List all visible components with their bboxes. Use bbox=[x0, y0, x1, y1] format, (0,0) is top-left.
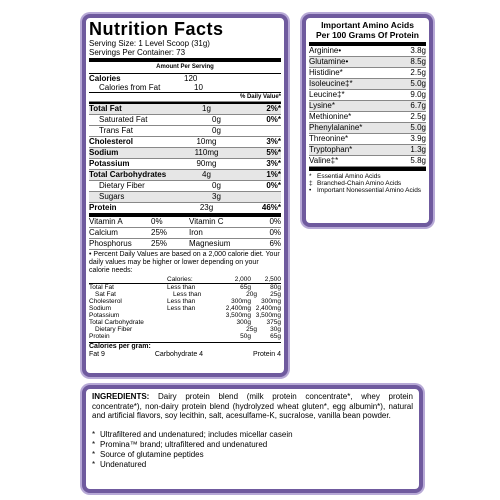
daily-value-footnote: • Percent Daily Values are based on a 2,000 calorie diet. Your daily values may be higher or lower depending on your calorie needs: bbox=[89, 251, 280, 274]
vitamin-name: Vitamin A bbox=[89, 217, 123, 226]
amino-name: Tryptophan* bbox=[309, 145, 353, 154]
dv-cell: 25g bbox=[270, 291, 281, 298]
nutrient-row bbox=[89, 115, 281, 126]
amino-row bbox=[309, 90, 426, 101]
nutrient-label: Dietary Fiber bbox=[99, 181, 145, 190]
nutrient-row bbox=[89, 126, 281, 137]
amino-name: Isoleucine‡* bbox=[309, 79, 353, 88]
dv-cell: Total Fat bbox=[89, 284, 114, 291]
nutrient-amount: 4g bbox=[202, 170, 211, 179]
dv-table-row bbox=[89, 284, 281, 291]
amino-value: 6.7g bbox=[410, 101, 426, 110]
nutrient-label: Saturated Fat bbox=[99, 115, 148, 124]
amino-row bbox=[309, 134, 426, 145]
amino-value: 5.0g bbox=[410, 123, 426, 132]
nutrient-amount: 0g bbox=[212, 181, 221, 190]
nutrient-label: Protein bbox=[89, 203, 117, 212]
dv-table-row bbox=[89, 305, 281, 312]
dv-table-row bbox=[89, 326, 281, 333]
nutrient-amount: 3g bbox=[212, 192, 221, 201]
dv-cell: Dietary Fiber bbox=[95, 326, 133, 333]
dv-cell bbox=[89, 276, 167, 283]
calories-per-gram bbox=[89, 343, 281, 359]
amino-title-line1: Important Amino Acids bbox=[321, 20, 414, 30]
amino-value: 3.8g bbox=[410, 46, 426, 55]
nutrient-amount: 23g bbox=[199, 203, 214, 212]
dv-cell: 2,000 bbox=[234, 276, 251, 283]
amino-key-text: Essential Amino Acids bbox=[317, 173, 381, 180]
ingredient-note-text: Undenatured bbox=[100, 459, 147, 469]
amino-value: 2.5g bbox=[410, 112, 426, 121]
amino-acids-panel bbox=[302, 14, 433, 227]
amino-value: 2.5g bbox=[410, 68, 426, 77]
amino-value: 8.5g bbox=[410, 57, 426, 66]
dv-cell: 2,400mg bbox=[225, 305, 251, 312]
amino-name: Threonine* bbox=[309, 134, 349, 143]
dv-cell: 65g bbox=[240, 284, 251, 291]
calories-value: 120 bbox=[184, 74, 198, 83]
nutrient-row bbox=[89, 137, 281, 148]
dv-table-row bbox=[89, 333, 281, 340]
nutrient-row bbox=[89, 170, 281, 181]
vitamin-name: Calcium bbox=[89, 228, 118, 237]
vitamin-row bbox=[89, 217, 281, 228]
dv-cell: 20g bbox=[246, 291, 257, 298]
amino-value: 5.0g bbox=[410, 79, 426, 88]
dv-cell: Less than bbox=[167, 284, 196, 291]
amino-row bbox=[309, 79, 426, 90]
nutrient-label: Potassium bbox=[89, 159, 130, 168]
amino-key-mark: * bbox=[309, 173, 312, 180]
amino-name: Phenylalanine* bbox=[309, 123, 363, 132]
dv-cell bbox=[173, 326, 215, 333]
calories-fat-value: 10 bbox=[194, 83, 203, 92]
vitamin-pct: 0% bbox=[269, 217, 281, 226]
calories-block bbox=[89, 74, 281, 92]
vitamin-name: Phosphorus bbox=[89, 239, 132, 248]
dv-cell: 300mg bbox=[231, 298, 251, 305]
amino-name: Arginine• bbox=[309, 46, 342, 55]
amino-rows bbox=[306, 46, 429, 167]
ingredients-body: Dairy protein blend (milk protein concentrate*, whey protein concentrate*), non-dairy protein blend (hydrolyzed wheat gluten*, egg albumin*), natural and artificial flavors, soy lecithin, salt, acesulfame-K, sucralose, vanilla bean powder. bbox=[92, 392, 413, 420]
nutrient-row bbox=[89, 203, 281, 213]
vitamin-name: Iron bbox=[189, 228, 203, 237]
amino-row bbox=[309, 68, 426, 79]
dv-cell: 65g bbox=[270, 333, 281, 340]
vitamin-pct: 0% bbox=[269, 228, 281, 237]
nutrient-row bbox=[89, 192, 281, 203]
servings-per-container: Servings Per Container: 73 bbox=[89, 48, 186, 57]
ingredient-note-mark: * bbox=[92, 449, 96, 459]
nutrient-label: Total Carbohydrates bbox=[89, 170, 167, 179]
nutrient-dv bbox=[239, 192, 281, 202]
dv-cell: Less than bbox=[167, 305, 196, 312]
vitamin-pct: 6% bbox=[269, 239, 281, 248]
dv-cell bbox=[167, 312, 209, 319]
ingredients-text bbox=[86, 389, 419, 424]
amount-per-serving: Amount Per Serving bbox=[156, 64, 214, 70]
dv-cell: Sat Fat bbox=[95, 291, 116, 298]
amino-name: Lysine* bbox=[309, 101, 335, 110]
dv-cell: 300mg bbox=[261, 298, 281, 305]
nutrient-amount: 0g bbox=[212, 115, 221, 124]
nutrient-dv: 3%* bbox=[266, 159, 281, 168]
nutrient-dv: 3%* bbox=[266, 137, 281, 146]
amino-value: 3.9g bbox=[410, 134, 426, 143]
daily-value-label: % Daily Value* bbox=[89, 92, 281, 102]
ingredients-label: INGREDIENTS: bbox=[92, 392, 150, 401]
amino-key-text: Important Nonessential Amino Acids bbox=[317, 187, 422, 194]
nutrition-facts-title: Nutrition Facts bbox=[89, 19, 224, 39]
dv-table-row bbox=[89, 298, 281, 305]
dv-cell: Sodium bbox=[89, 305, 112, 312]
dv-table-row bbox=[89, 291, 281, 298]
nutrient-amount: 1g bbox=[202, 104, 211, 113]
ingredient-note-text: Source of glutamine peptides bbox=[100, 449, 204, 459]
dv-cell bbox=[167, 333, 209, 340]
vitamin-row bbox=[89, 228, 281, 239]
nutrient-amount: 10mg bbox=[196, 137, 217, 146]
ingredient-note-text: Promina™ brand; ultrafiltered and undenatured bbox=[100, 439, 268, 449]
dv-cell: Calories: bbox=[167, 276, 193, 283]
dv-cell: 50g bbox=[240, 333, 251, 340]
nutrient-dv bbox=[239, 126, 281, 136]
ingredient-note-text: Ultrafiltered and undenatured; includes micellar casein bbox=[100, 429, 293, 439]
dv-cell: 80g bbox=[270, 284, 281, 291]
dv-cell: 2,400mg bbox=[255, 305, 281, 312]
nutrient-row bbox=[89, 104, 281, 115]
amino-row bbox=[309, 57, 426, 68]
nutrient-row bbox=[89, 148, 281, 159]
dv-table-row bbox=[89, 319, 281, 326]
dv-cell: 30g bbox=[270, 326, 281, 333]
dv-cell bbox=[167, 319, 209, 326]
amino-value: 9.0g bbox=[410, 90, 426, 99]
vitamin-name: Magnesium bbox=[189, 239, 231, 248]
dv-cell: Less than bbox=[167, 298, 196, 305]
amino-name: Glutamine• bbox=[309, 57, 349, 66]
amino-name: Methionine* bbox=[309, 112, 352, 121]
calories-per-gram-label: Calories per gram: bbox=[89, 343, 151, 350]
nutrient-label: Cholesterol bbox=[89, 137, 134, 146]
ingredients-notes bbox=[86, 430, 419, 470]
nutrient-amount: 90mg bbox=[196, 159, 217, 168]
amino-key-mark: • bbox=[309, 187, 312, 194]
amino-row bbox=[309, 46, 426, 57]
dv-cell: Less than bbox=[173, 291, 202, 298]
ingredient-note bbox=[92, 450, 413, 460]
ingredient-note-mark: * bbox=[92, 429, 96, 439]
ingredients-panel bbox=[82, 385, 423, 493]
nutrient-dv: 0%* bbox=[266, 181, 281, 190]
dv-cell: 2,500 bbox=[264, 276, 281, 283]
ingredient-note-mark: * bbox=[92, 439, 96, 449]
amino-name: Histidine* bbox=[309, 68, 343, 77]
nutrient-amount: 0g bbox=[212, 126, 221, 135]
amino-row bbox=[309, 123, 426, 134]
amino-key-item bbox=[309, 187, 426, 194]
nutrient-row bbox=[89, 159, 281, 170]
nutrient-amount: 110mg bbox=[194, 148, 219, 157]
vitamin-pct: 25% bbox=[151, 228, 168, 237]
amino-row bbox=[309, 156, 426, 167]
dv-cell: Protein bbox=[89, 333, 110, 340]
nutrient-dv: 0%* bbox=[266, 115, 281, 124]
nutrient-dv: 46%* bbox=[261, 203, 281, 212]
amino-row bbox=[309, 112, 426, 123]
calories-label: Calories bbox=[89, 74, 121, 83]
amino-title-line2: Per 100 Grams Of Protein bbox=[316, 30, 419, 40]
amino-name: Leucine‡* bbox=[309, 90, 345, 99]
cpg-carb: Carbohydrate 4 bbox=[154, 351, 204, 358]
amino-title bbox=[306, 18, 429, 42]
nutrient-row bbox=[89, 181, 281, 192]
nutrient-label: Trans Fat bbox=[99, 126, 133, 135]
amino-key-item bbox=[309, 180, 426, 187]
amino-key-mark: ‡ bbox=[309, 180, 313, 187]
ingredient-note bbox=[92, 430, 413, 440]
dv-cell: 3,500mg bbox=[255, 312, 281, 319]
amino-key-item bbox=[309, 173, 426, 180]
nutrient-dv: 5%* bbox=[266, 148, 281, 157]
amino-key bbox=[309, 173, 426, 194]
calories-fat-label: Calories from Fat bbox=[99, 83, 161, 92]
dv-cell: 3,500mg bbox=[225, 312, 251, 319]
dv-cell: 300g bbox=[236, 319, 251, 326]
ingredient-note bbox=[92, 460, 413, 470]
cpg-fat: Fat 9 bbox=[89, 351, 105, 358]
daily-value-table bbox=[89, 276, 281, 340]
nutrient-label: Sugars bbox=[99, 192, 125, 201]
vitamin-pct: 25% bbox=[151, 239, 168, 248]
cpg-protein: Protein 4 bbox=[252, 351, 281, 358]
nutrient-dv: 1%* bbox=[266, 170, 281, 179]
nutrient-label: Total Fat bbox=[89, 104, 122, 113]
amino-row bbox=[309, 145, 426, 156]
serving-size: Serving Size: 1 Level Scoop (31g) bbox=[89, 39, 210, 48]
amino-name: Valine‡* bbox=[309, 156, 339, 165]
nutrient-label: Sodium bbox=[89, 148, 119, 157]
dv-cell: Potassium bbox=[89, 312, 120, 319]
divider bbox=[309, 167, 426, 171]
vitamin-name: Vitamin C bbox=[189, 217, 224, 226]
amino-value: 5.8g bbox=[410, 156, 426, 165]
vitamin-row bbox=[89, 239, 281, 250]
vitamin-pct: 0% bbox=[151, 217, 163, 226]
nutrient-dv: 2%* bbox=[266, 104, 281, 113]
amino-value: 1.3g bbox=[410, 145, 426, 154]
dv-cell: 25g bbox=[246, 326, 257, 333]
dv-table-header bbox=[89, 276, 281, 284]
ingredient-note-mark: * bbox=[92, 459, 96, 469]
ingredient-note bbox=[92, 440, 413, 450]
dv-cell: Cholesterol bbox=[89, 298, 122, 305]
amino-row bbox=[309, 101, 426, 112]
dv-table-row bbox=[89, 312, 281, 319]
dv-cell: Total Carbohydrate bbox=[89, 319, 144, 326]
dv-cell: 375g bbox=[266, 319, 281, 326]
amino-key-text: Branched-Chain Amino Acids bbox=[317, 180, 402, 187]
nutrition-facts-panel bbox=[82, 14, 288, 377]
